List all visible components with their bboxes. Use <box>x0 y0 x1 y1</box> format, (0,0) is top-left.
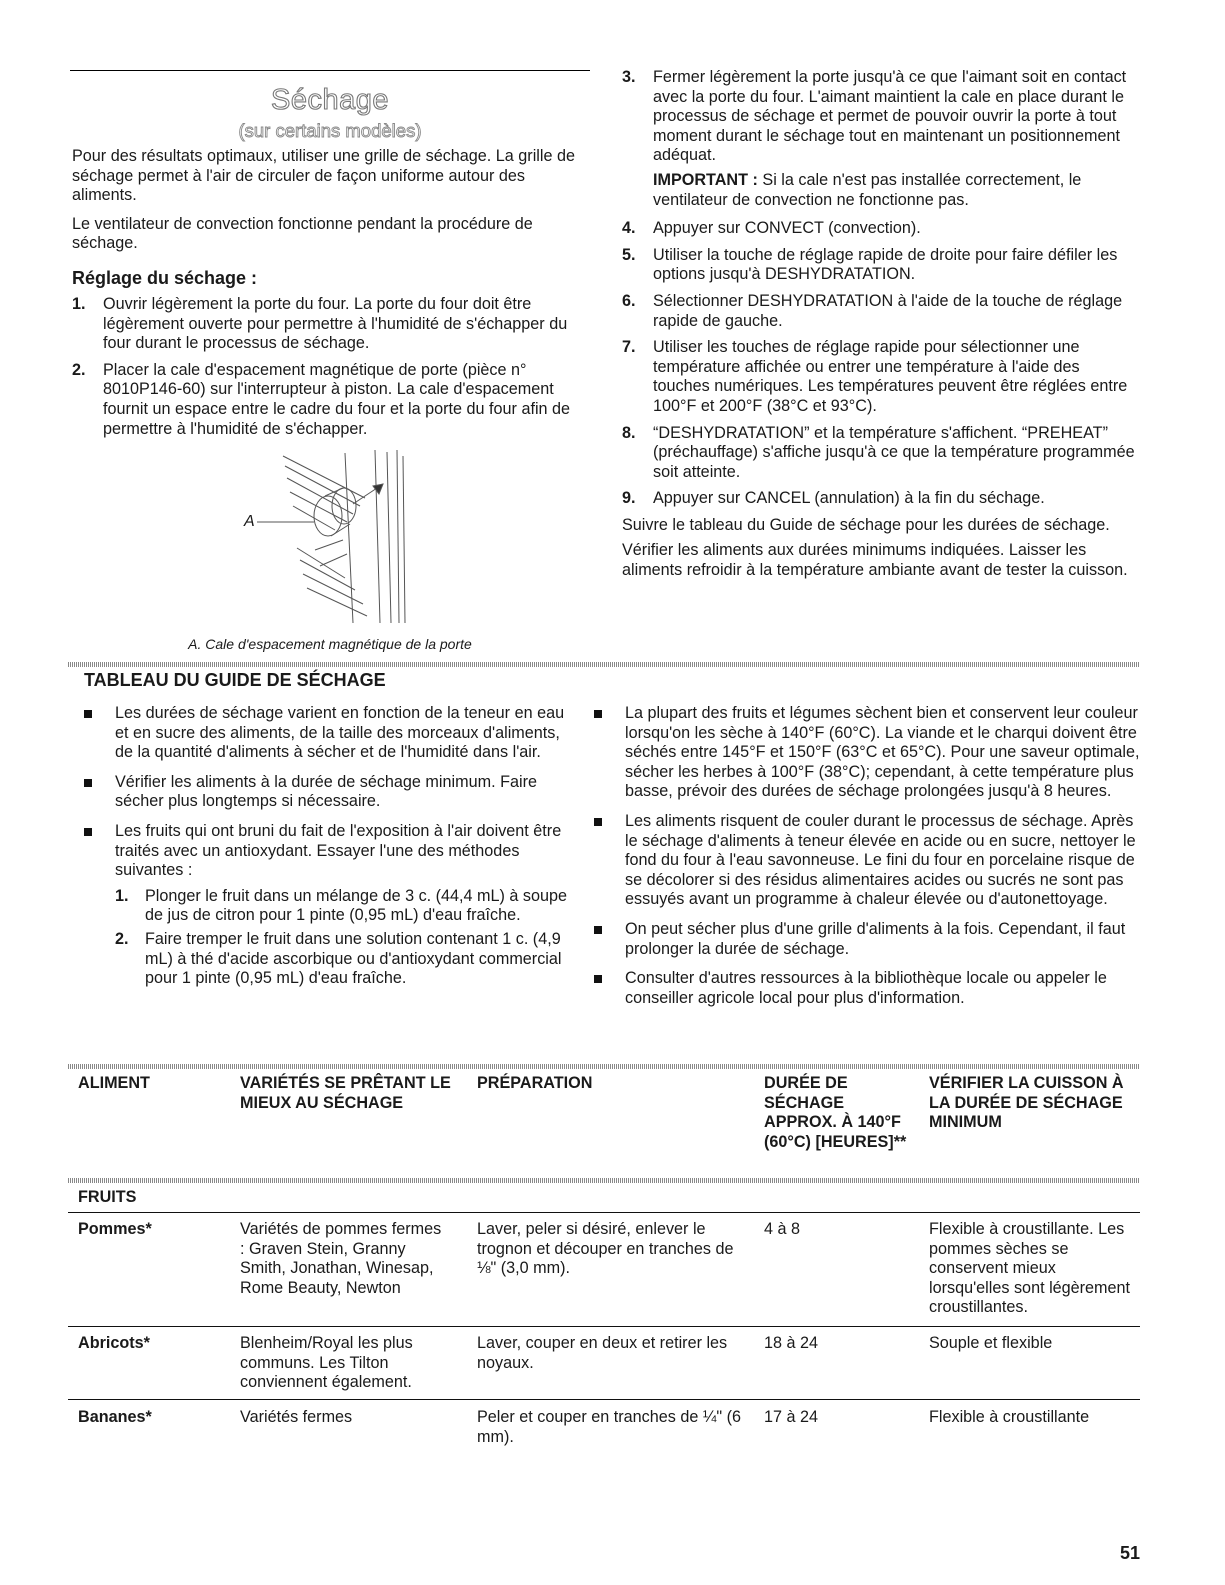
step-item: 3. Fermer légèrement la porte jusqu'à ce que l'aimant soit en contact avec la porte du four. L'aimant maintient la cale en place durant le processus de séchage et permet de pouvoir ouvrir la porte à tout moment durant le séchage tout en maintenant un positionnement adéquat. <box>622 68 1127 165</box>
guide-bullets-right <box>592 704 1140 1018</box>
cell-verifier: Flexible à croustillante. Les pommes sèches se conservent mieux lorsqu'elles sont légèrement croustillantes. <box>929 1220 1131 1317</box>
cell-duree: 17 à 24 <box>764 1408 819 1426</box>
cell-verifier: Souple et flexible <box>929 1334 1053 1352</box>
important-note: IMPORTANT : Si la cale n'est pas installée correctement, le ventilateur de convection ne fonctionne pas. <box>653 170 1082 209</box>
cell-preparation: Laver, couper en deux et retirer les noyaux. <box>477 1334 728 1372</box>
outro-paragraph-2: Vérifier les aliments aux durées minimums indiquées. Laisser les aliments refroidir à la température ambiante avant de tester la cuisson. <box>622 541 1128 580</box>
steps-right-block <box>622 68 1137 581</box>
intro-paragraph-1: Pour des résultats optimaux, utiliser une grille de séchage. La grille de séchage permet à l'air de circuler de façon uniforme autour des aliments. <box>72 147 575 205</box>
steps-right-list-b <box>622 219 1137 509</box>
col-header-varietes: VARIÉTÉS SE PRÊTANT LE MIEUX AU SÉCHAGE <box>240 1074 451 1112</box>
category-fruits: FRUITS <box>78 1188 137 1206</box>
intro-paragraph-2: Le ventilateur de convection fonctionne pendant la procédure de séchage. <box>72 214 533 253</box>
bullet-item: Consulter d'autres ressources à la bibliothèque locale ou appeler le conseiller agricole local pour plus d'information. <box>592 969 1140 1008</box>
col-header-preparation: PRÉPARATION <box>477 1074 593 1092</box>
table-row <box>78 1220 1140 1318</box>
method-item: 1. Plonger le fruit dans un mélange de 3 c. (44,4 mL) à soupe de jus de citron pour 1 pinte (0,95 mL) d'eau fraîche. <box>115 886 568 925</box>
cell-varietes: Variétés de pommes fermes : Graven Stein, Granny Smith, Jonathan, Winesap, Rome Beauty, Newton <box>240 1220 442 1297</box>
steps-left-list <box>72 295 592 446</box>
step-item: 8. “DESHYDRATATION” et la température s'affichent. “PREHEAT” (préchauffage) s'affiche jusqu'à ce que la température programmée soit atteinte. <box>622 423 1135 481</box>
section-divider <box>68 662 1140 667</box>
step-item: 7. Utiliser les touches de réglage rapide pour sélectionner une température affichée ou entrer une température à l'aide des touches numériques. Les températures peuvent être réglées entre 100°F et 200°F (38°C et 93°C). <box>622 338 1128 415</box>
cell-duree: 18 à 24 <box>764 1334 819 1352</box>
step-item: 9. Appuyer sur CANCEL (annulation) à la fin du séchage. <box>622 489 1045 508</box>
bullet-item: Vérifier les aliments à la durée de séchage minimum. Faire sécher plus longtemps si nécessaire. <box>82 773 570 812</box>
cell-aliment: Bananes* <box>78 1408 152 1426</box>
cell-varietes: Blenheim/Royal les plus communs. Les Tilton conviennent également. <box>240 1334 413 1392</box>
bullet-item: La plupart des fruits et légumes sèchent bien et conservent leur couleur lorsqu'on les sèche à 140°F (60°C). La viande et le charqui doivent être séchés entre 145°F et 150°F (63°C et 65°C). Pour une saveur optimale, sécher les herbes à 100°F (38°C); cependant, à cette température plus basse, prévoir des durées de séchage prolongées jusqu'à 8 heures. <box>592 704 1140 802</box>
guide-bullets-left <box>82 704 570 999</box>
table-row <box>78 1408 1140 1447</box>
intro-block <box>72 147 592 254</box>
settings-heading: Réglage du séchage : <box>72 268 258 288</box>
row-rule <box>68 1399 1140 1400</box>
cell-aliment: Abricots* <box>78 1334 150 1352</box>
cell-preparation: Peler et couper en tranches de ¼" (6 mm). <box>477 1408 742 1446</box>
row-rule <box>68 1212 1140 1213</box>
bullet-item: Les aliments risquent de couler durant le processus de séchage. Après le séchage d'aliments à teneur élevée en acide ou en sucre, nettoyer le fond du four à l'eau savonneuse. Le fini du four en porcelaine risque de se décolorer si des résidus alimentaires acides ou sucrés ne sont pas essuyés avant un programme à chaleur élevée ou d'autonettoyage. <box>592 812 1140 910</box>
method-item: 2. Faire tremper le fruit dans une solution contenant 1 c. (4,9 mL) à thé d'acide ascorbique ou d'antioxydant commercial pour 1 pinte (0,95 mL) d'eau fraîche. <box>115 929 562 988</box>
page-number: 51 <box>1120 1543 1141 1563</box>
guide-title: TABLEAU DU GUIDE DE SÉCHAGE <box>84 670 386 690</box>
bullet-item: Les fruits qui ont bruni du fait de l'exposition à l'air doivent être traités avec un antioxydant. Essayer l'une des méthodes suivantes : 1. Plonger le fruit dans un mélange de 3 c. (44,4 mL) à soupe de jus de citron pour 1 pinte (0,95 mL) d'eau fraîche. 2. Faire tremper le fruit dans une solution contenant 1 c. (4,9 mL) à thé d'acide ascorbique ou d'antioxydant commercial pour 1 pinte (0,95 mL) d'eau fraîche. <box>82 822 570 989</box>
cell-aliment: Pommes* <box>78 1220 152 1238</box>
step-item: 1. Ouvrir légèrement la porte du four. La porte du four doit être légèrement ouverte pour permettre à l'humidité de s'échapper du four durant le processus de séchage. <box>72 295 568 353</box>
cell-preparation: Laver, peler si désiré, enlever le trognon et découper en tranches de ⅛" (3,0 mm). <box>477 1220 734 1278</box>
antioxidant-methods-list <box>115 887 570 989</box>
col-header-verifier: VÉRIFIER LA CUISSON À LA DURÉE DE SÉCHAGE MINIMUM <box>929 1074 1124 1132</box>
top-rule <box>70 70 590 71</box>
table-header-row <box>78 1074 1140 1152</box>
cell-varietes: Variétés fermes <box>240 1408 353 1426</box>
bullet-item: Les durées de séchage varient en fonction de la teneur en eau et en sucre des aliments, de la taille des morceaux d'aliments, de la quantité d'aliments à sécher et de l'humidité dans l'air. <box>82 704 570 763</box>
step-item: 6. Sélectionner DESHYDRATATION à l'aide de la touche de réglage rapide de gauche. <box>622 291 1123 330</box>
door-spacer-illustration <box>235 448 425 626</box>
figure-caption: A. Cale d'espacement magnétique de la porte <box>188 636 472 652</box>
table-row <box>78 1334 1140 1393</box>
step-item: 5. Utiliser la touche de réglage rapide de droite pour faire défiler les options jusqu'à DESHYDRATATION. <box>622 245 1118 284</box>
cell-verifier: Flexible à croustillante <box>929 1408 1090 1426</box>
step-item: 4. Appuyer sur CONVECT (convection). <box>622 219 921 238</box>
col-header-aliment: ALIMENT <box>78 1074 150 1092</box>
cell-duree: 4 à 8 <box>764 1220 801 1238</box>
table-top-divider <box>68 1064 1140 1069</box>
section-title: Séchage <box>271 84 389 116</box>
outro-paragraph-1: Suivre le tableau du Guide de séchage pour les durées de séchage. <box>622 515 1110 534</box>
drying-guide-table <box>78 1074 1140 1152</box>
step-item: 2. Placer la cale d'espacement magnétique de porte (pièce n° 8010P146-60) sur l'interrupteur à piston. La cale d'espacement fournit un espace entre le cadre du four et la porte du four afin de permettre à l'humidité de s'échapper. <box>72 360 571 438</box>
row-rule <box>68 1326 1140 1327</box>
table-header-divider <box>68 1178 1140 1183</box>
section-subtitle: (sur certains modèles) <box>238 120 422 141</box>
bullet-item: On peut sécher plus d'une grille d'aliments à la fois. Cependant, il faut prolonger la durée de séchage. <box>592 920 1140 959</box>
figure-label: A <box>244 513 255 530</box>
col-header-duree: DURÉE DE SÉCHAGE APPROX. À 140°F (60°C) [HEURES]** <box>764 1074 907 1151</box>
steps-right-list-a <box>622 68 1137 166</box>
